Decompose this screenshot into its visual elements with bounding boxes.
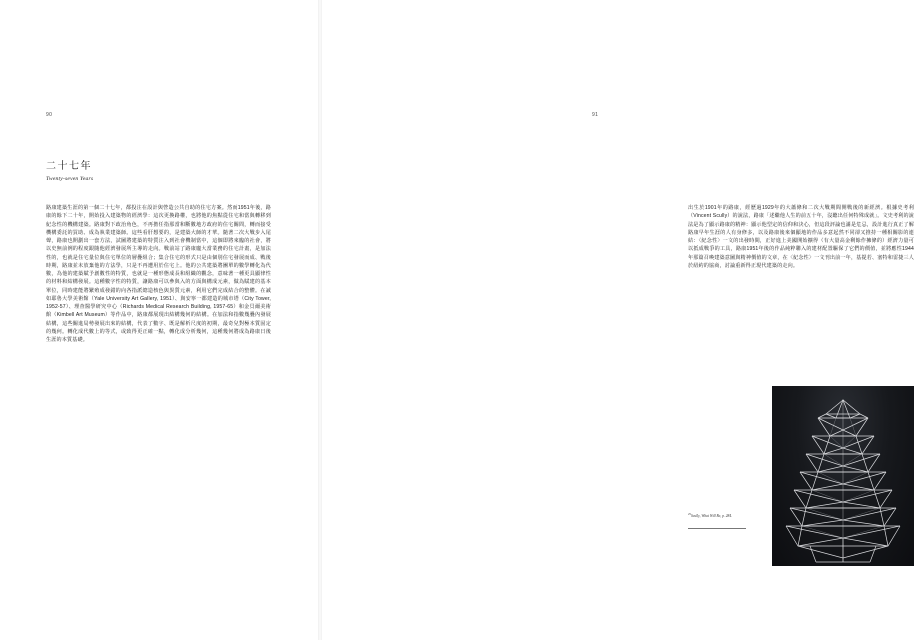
figure-photograph xyxy=(772,386,914,566)
footnote-marker: 25 xyxy=(688,512,691,516)
footnote-text: Scully, What Will Be, p. 284. xyxy=(691,514,733,519)
right-page xyxy=(320,0,914,640)
page-subtitle-english: Twenty-seven Years xyxy=(46,176,94,182)
page-title: 二十七年 xyxy=(46,161,92,172)
folio-left: 90 xyxy=(46,112,53,118)
footnote-rule xyxy=(688,528,746,529)
paragraph: 路康建築生涯的第一個二十七年，都投注在設計與營造公共自助的住宅方案。然而1951年後，路康的餘下二十年，開始投入建築物的經濟學：這次更換路權，也將他的焦點從住宅和當與轉移到紀念性的機構建築。路康對下政治角色，不再擔任指那當和斷數地方政府的住宅關問，轉而接受機構委託的買助、成為執業建築師。這些看肝想要的，是建築大師的才華。隨著二次大戰步入尾聲，路康也開劃出一套方法，試圖將建築的特質注入到社會機制當中，這個即將來臨的社會，將以史無前例的程度跟隨他經濟發展所主導的走向。戰前站了路康龐大當業務的住宅計畫，是加法性的，也就是住宅量位與住宅單位的層疊組合；集合住宅的形式只是由個別住宅發展而成、戰後時期，路康並未放棄他的方法學，只是不再遭用於住宅上。他的公共建築將團單的數學轉化為代數，為他的建築賦予創數性的特質，也就是一種形態成長和組織的觀念，意味著一種更具顯律性的材料和結構發展。這種數字性的特質，讓路康可以參與入的方面與構成元素，做為賦建的基本單位，同時建能將繁殖成發錯的向各指派總造核色與異質元素，利用它們完成結合的整體。在誠如耶魯大學美術館（Yale University Art Gallery, 1951）、與安寧一都建造的城市塔（City Tower, 1952-57）、理查醫學研究中心（Richards Medical Research Building, 1957-65）和金貝爾美術館（Kimbell Art Museum）等作品中，路康都展現出結構幾何的結構。在加法和指數幾疊內發展結構，這些關進局勢發展出來的結構，代表了數字、既是解析尺度的初期，最奇兒對極本質固定的幾何。轉化成代數上的等式，或致得更正確一點，轉化成分析幾何，這種幾何將成為路康日後生涯的本質基礎。 xyxy=(46,205,271,343)
paragraph: 出生於1901年的路康，經歷過1929年的大蕭條和二次大戰期間開戰後的新經濟。根據史考利（Vincent Scully）的說法，路康「述繼他人生的前五十年，沒聽出任何特殊成就」。文史考利的說法是為了顯示路康的精神：顯示他型定的信仰和決心，但這段評論也滿是危忌，設計進行真正了解路康早年生涯的人有身修多，以及路康後來個顯地的作品多意起然不同卻又推持一種相關影的連結：〈紀念性〉一文的出發時間，正好進上美國開始擴得（有大量高金剩餘作擁條的）經濟力量可以抵成戰爭的工具，路康1951年後的作品純粹聯入的建材配置驅保了它們的價值，並將應性1944年那篇召喚建築意圖與精神價值的文章，在〈紀念性〉一文刊出前一年，基提若、塞特和雷捷三人於紐約的協商，討論重新得正現代建築的走向。 xyxy=(688,205,914,269)
right-body-text xyxy=(688,204,914,270)
left-body-text xyxy=(46,204,271,344)
folio-right: 91 xyxy=(592,112,599,118)
chapter-title-block xyxy=(46,160,276,182)
left-page xyxy=(0,0,320,640)
space-frame-tower-illustration xyxy=(778,396,908,564)
